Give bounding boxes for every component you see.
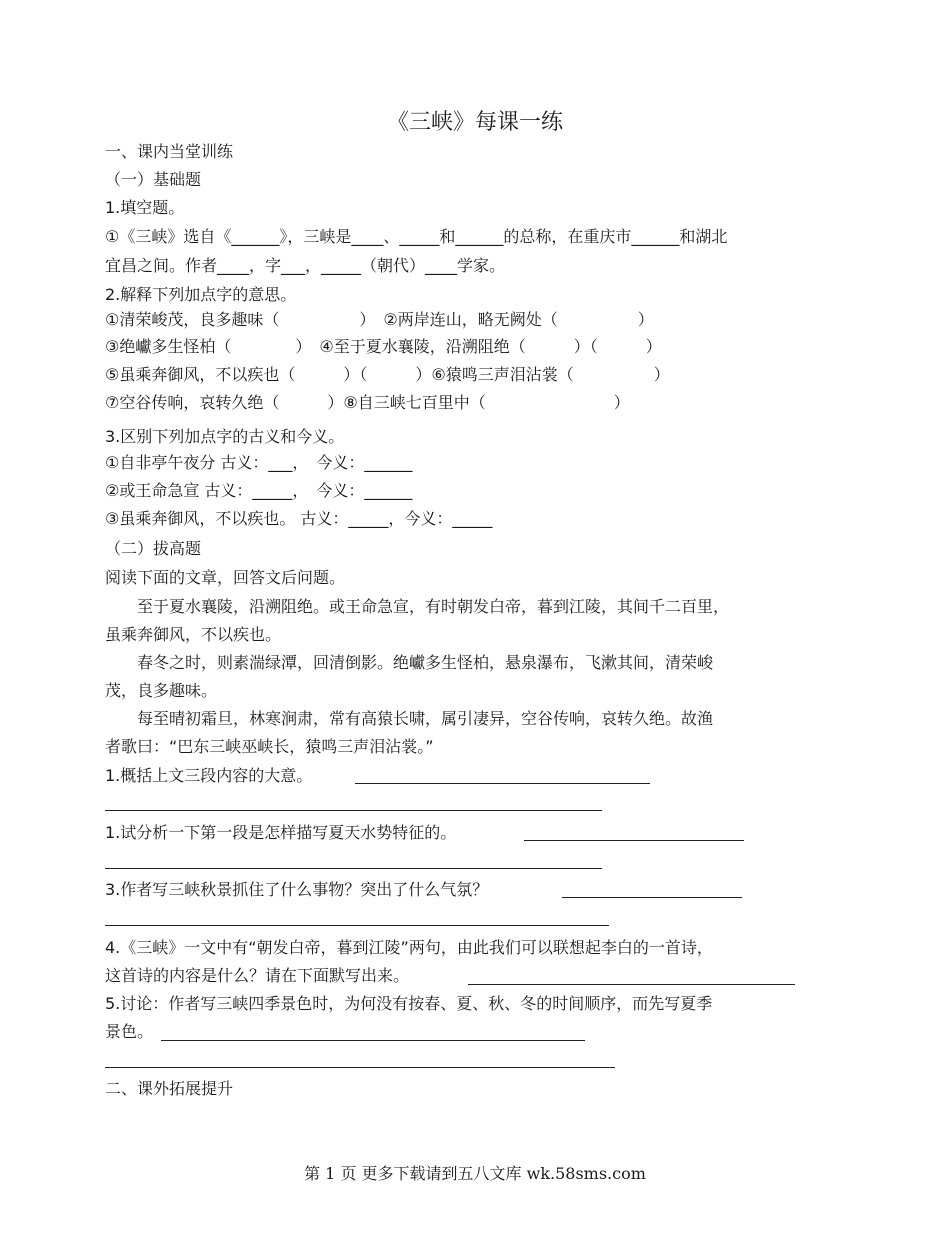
answer-line — [355, 783, 650, 784]
answer-line — [524, 840, 744, 841]
answer-line — [468, 984, 795, 985]
answer-line — [105, 925, 609, 926]
question-2-line-2: ③绝巘多生怪柏（ ） ④至于夏水襄陵，沿溯阻绝（ ）（ ） — [105, 337, 662, 356]
question-3-line-3: ③虽乘奔御风，不以疾也。 古义：_____，今义：_____ — [105, 509, 493, 528]
page-title: 《三峡》每课一练 — [386, 110, 563, 135]
reading-intro: 阅读下面的文章，回答文后问题。 — [105, 568, 346, 587]
question-1-heading: 1.填空题。 — [105, 198, 185, 217]
question-2-line-4: ⑦空谷传响，哀转久绝（ ）⑧自三峡七百里中（ ） — [105, 393, 630, 412]
reading-paragraph-2-line-2: 茂，良多趣味。 — [105, 681, 218, 700]
answer-line — [161, 1040, 585, 1041]
question-1-line-2: 宜昌之间。作者____，字___，_____（朝代）____学家。 — [105, 256, 506, 275]
reading-question-4-line-1: 4.《三峡》一文中有“朝发白帝，暮到江陵”两句，由此我们可以联想起李白的一首诗， — [105, 938, 713, 957]
reading-question-3: 3.作者写三峡秋景抓住了什么事物？突出了什么气氛？ — [105, 880, 489, 899]
reading-question-4-line-2: 这首诗的内容是什么？请在下面默写出来。 — [105, 966, 410, 985]
reading-question-5-line-1: 5.讨论：作者写三峡四季景色时，为何没有按春、夏、秋、冬的时间顺序，而先写夏季 — [105, 994, 713, 1013]
reading-question-5-line-2: 景色。 — [105, 1022, 154, 1041]
question-2-line-1: ①清荣峻茂，良多趣味（ ） ②两岸连山，略无阙处（ ） — [105, 310, 654, 329]
answer-line — [105, 1067, 615, 1068]
question-3-line-2: ②或王命急宣 古义：_____， 今义：______ — [105, 481, 413, 500]
question-3-heading: 3.区别下列加点字的古义和今义。 — [105, 427, 345, 446]
reading-paragraph-2-line-1: 春冬之时，则素湍绿潭，回清倒影。绝巘多生怪柏，悬泉瀑布，飞漱其间，清荣峻 — [137, 653, 714, 672]
question-1-line-1: ①《三峡》选自《______》，三峡是____、_____和______的总称，在重庆市______和湖北 — [105, 227, 728, 246]
question-2-line-3: ⑤虽乘奔御风，不以疾也（ ）（ ）⑥猿鸣三声泪沾裳（ ） — [105, 365, 670, 384]
reading-question-1: 1.概括上文三段内容的大意。 — [105, 766, 313, 785]
reading-paragraph-1-line-1: 至于夏水襄陵，沿溯阻绝。或王命急宣，有时朝发白帝，暮到江陵，其间千二百里， — [137, 597, 730, 616]
answer-line — [105, 868, 602, 869]
question-3-line-1: ①自非亭午夜分 古义：___， 今义：______ — [105, 453, 413, 472]
answer-line — [562, 897, 742, 898]
section-2-heading: 二、课外拓展提升 — [105, 1079, 234, 1098]
reading-paragraph-1-line-2: 虽乘奔御风，不以疾也。 — [105, 625, 282, 644]
reading-paragraph-3-line-1: 每至晴初霜旦，林寒涧肃，常有高猿长啸，属引凄异，空谷传响，哀转久绝。故渔 — [137, 709, 714, 728]
page-footer: 第 1 页 更多下载请到五八文库 wk.58sms.com — [304, 1164, 646, 1183]
answer-line — [105, 810, 602, 811]
section-1-heading: 一、课内当堂训练 — [105, 142, 234, 161]
subsection-basic-heading: （一）基础题 — [105, 170, 202, 189]
subsection-advanced-heading: （二）拔高题 — [105, 539, 202, 558]
question-2-heading: 2.解释下列加点字的意思。 — [105, 285, 297, 304]
reading-paragraph-3-line-2: 者歌曰：“巴东三峡巫峡长，猿鸣三声泪沾裳。” — [105, 737, 434, 756]
reading-question-2: 1.试分析一下第一段是怎样描写夏天水势特征的。 — [105, 823, 457, 842]
